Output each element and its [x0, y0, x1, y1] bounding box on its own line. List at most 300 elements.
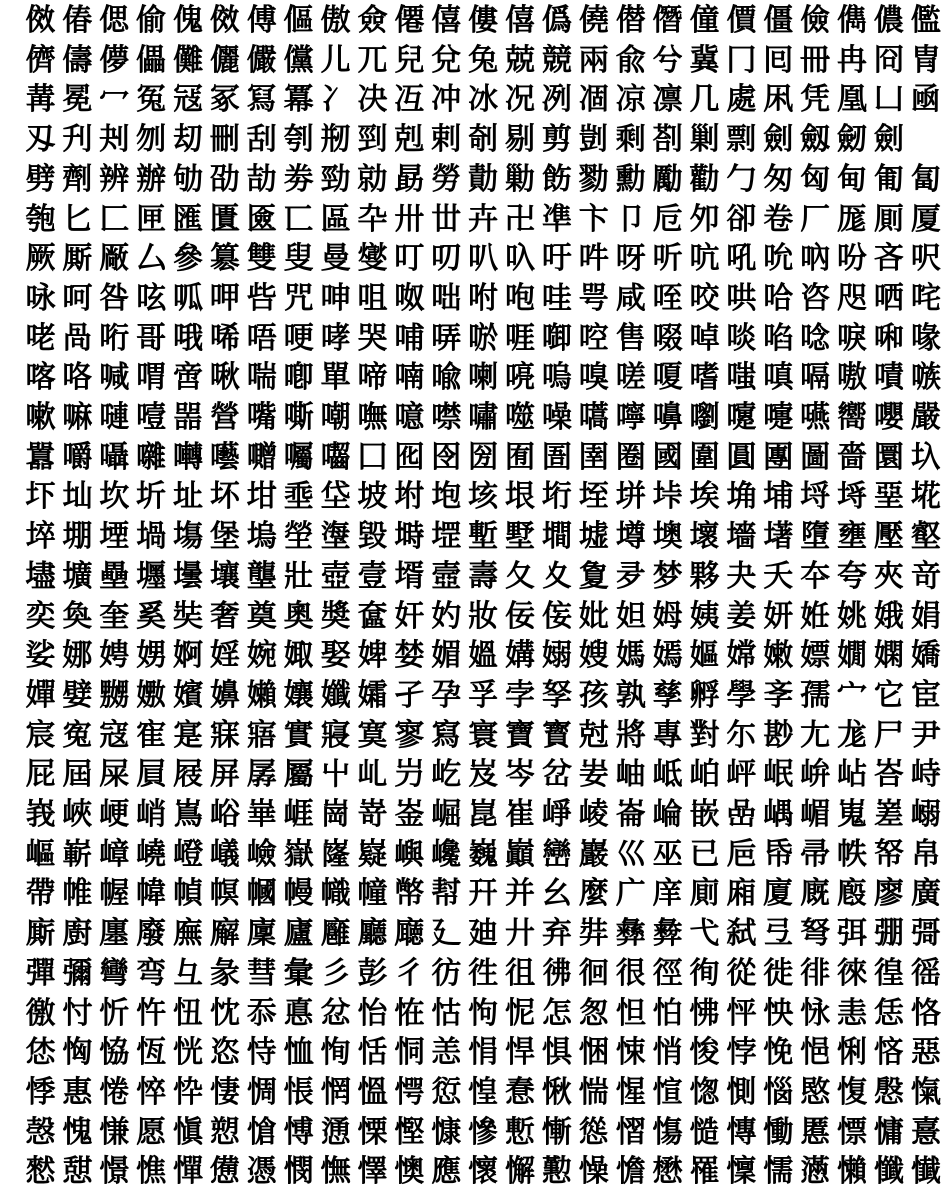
kanji-glyph: 圸 — [62, 479, 93, 515]
kanji-glyph: 儻 — [283, 42, 314, 78]
kanji-glyph: 埆 — [726, 479, 757, 515]
kanji-glyph: 廰 — [394, 916, 425, 952]
kanji-glyph: 徙 — [763, 955, 794, 991]
kanji-glyph: 嵳 — [873, 797, 904, 832]
kanji-glyph: 憔 — [136, 1154, 167, 1190]
kanji-glyph: 剄 — [357, 122, 388, 158]
kanji-glyph: 慇 — [873, 1074, 904, 1110]
kanji-glyph: 慵 — [873, 1114, 904, 1150]
kanji-glyph: 哦 — [173, 320, 203, 356]
kanji-glyph: 嫂 — [578, 638, 609, 674]
kanji-glyph: 几 — [689, 82, 720, 118]
kanji-glyph: 寢 — [320, 717, 351, 753]
kanji-glyph: 夭 — [763, 558, 794, 594]
kanji-glyph: 乢 — [357, 757, 388, 793]
kanji-glyph: 喀 — [25, 360, 56, 396]
kanji-glyph: 傲 — [320, 3, 351, 38]
kanji-glyph: 廬 — [283, 916, 314, 952]
kanji-glyph: 冲 — [431, 82, 462, 118]
kanji-glyph: 壞 — [689, 519, 720, 555]
kanji-glyph: 喩 — [431, 360, 462, 396]
kanji-glyph: 怱 — [578, 995, 609, 1031]
kanji-glyph: 叨 — [431, 241, 462, 277]
kanji-glyph: 愀 — [541, 1074, 572, 1110]
kanji-glyph: 噪 — [541, 400, 572, 435]
kanji-glyph: 幀 — [173, 876, 203, 912]
kanji-glyph: 劬 — [173, 161, 203, 197]
kanji-glyph: 哭 — [357, 320, 388, 356]
kanji-glyph: 噐 — [173, 400, 203, 435]
kanji-glyph: 悵 — [283, 1074, 314, 1110]
kanji-glyph: 嫺 — [837, 638, 868, 674]
kanji-glyph: 嫗 — [689, 638, 720, 674]
kanji-glyph: 墫 — [615, 519, 646, 555]
kanji-glyph: 壅 — [837, 519, 868, 555]
kanji-glyph: 嗽 — [25, 400, 56, 435]
kanji-glyph: 幎 — [209, 876, 240, 912]
kanji-glyph: 哈 — [763, 280, 794, 316]
kanji-glyph: 嶮 — [246, 836, 277, 872]
kanji-glyph: 忝 — [246, 995, 277, 1031]
kanji-glyph: 帋 — [763, 836, 794, 872]
kanji-glyph: 剴 — [578, 122, 609, 158]
kanji-glyph: 懴 — [910, 1154, 941, 1190]
kanji-glyph: 怕 — [652, 995, 683, 1031]
kanji-glyph: 惴 — [578, 1074, 609, 1110]
kanji-glyph: 劈 — [25, 161, 56, 197]
kanji-glyph: 凾 — [910, 82, 941, 118]
kanji-glyph: 儉 — [800, 3, 831, 38]
kanji-glyph: 冉 — [837, 42, 868, 78]
kanji-glyph: 咬 — [689, 280, 720, 316]
kanji-glyph: 墸 — [763, 519, 794, 555]
kanji-glyph: 彖 — [209, 955, 240, 991]
kanji-glyph: 宸 — [25, 717, 56, 753]
kanji-glyph: 嶝 — [173, 836, 203, 872]
kanji-glyph: 彌 — [62, 955, 93, 991]
kanji-glyph: 妝 — [468, 598, 499, 634]
kanji-glyph: 慓 — [837, 1114, 868, 1150]
kanji-glyph: 悚 — [615, 1035, 646, 1071]
kanji-glyph: 呶 — [394, 280, 425, 316]
kanji-glyph: 屬 — [283, 757, 314, 793]
kanji-glyph: 奸 — [394, 598, 425, 634]
kanji-glyph: 梦 — [652, 558, 683, 594]
kanji-glyph: 悽 — [209, 1074, 240, 1110]
kanji-glyph: 壗 — [25, 558, 56, 594]
kanji-glyph: 孑 — [394, 677, 425, 713]
kanji-glyph: 厂 — [800, 201, 831, 237]
kanji-glyph: 廴 — [431, 916, 462, 952]
kanji-glyph: 孚 — [468, 677, 499, 713]
kanji-glyph: 刎 — [136, 122, 167, 158]
kanji-glyph: 懆 — [578, 1154, 609, 1190]
kanji-glyph: 悄 — [652, 1035, 683, 1071]
kanji-glyph: 决 — [357, 82, 388, 118]
kanji-glyph: 僖 — [431, 3, 462, 38]
kanji-glyph: 埀 — [283, 479, 314, 515]
kanji-glyph: 冖 — [99, 82, 130, 118]
kanji-glyph: 嗜 — [689, 360, 720, 396]
kanji-glyph: 毀 — [357, 519, 388, 555]
glyph-row — [22, 82, 944, 118]
kanji-glyph: 吽 — [578, 241, 609, 277]
kanji-glyph: 偲 — [99, 3, 130, 38]
kanji-glyph: 惷 — [505, 1074, 536, 1110]
kanji-glyph: 刪 — [209, 122, 240, 158]
kanji-glyph: 徃 — [468, 955, 499, 991]
kanji-glyph: 凅 — [578, 82, 609, 118]
kanji-glyph: 忤 — [136, 995, 167, 1031]
kanji-glyph: 幔 — [283, 876, 314, 912]
kanji-glyph: 悃 — [578, 1035, 609, 1071]
kanji-glyph: 哢 — [431, 320, 462, 356]
kanji-glyph: 唔 — [246, 320, 277, 356]
kanji-glyph: 憚 — [173, 1154, 203, 1190]
kanji-glyph: 壤 — [209, 558, 240, 594]
kanji-glyph: 恁 — [873, 995, 904, 1031]
kanji-glyph: 偷 — [136, 3, 167, 38]
kanji-glyph: 廈 — [763, 876, 794, 912]
glyph-row — [22, 281, 944, 317]
kanji-glyph: 堡 — [209, 519, 240, 555]
kanji-glyph: 刮 — [246, 122, 277, 158]
kanji-glyph: 嬾 — [246, 677, 277, 713]
kanji-glyph: 廾 — [505, 916, 536, 952]
kanji-glyph: 嗔 — [763, 360, 794, 396]
kanji-glyph: 懺 — [873, 1154, 904, 1190]
kanji-glyph: 廡 — [173, 916, 203, 952]
kanji-glyph: 吁 — [541, 241, 572, 277]
kanji-glyph: 兌 — [431, 42, 462, 78]
kanji-glyph: 雙 — [246, 241, 277, 277]
kanji-glyph: 兮 — [652, 42, 683, 78]
kanji-glyph: 惘 — [320, 1074, 351, 1110]
kanji-glyph: 壹 — [357, 558, 388, 594]
kanji-glyph: 勞 — [431, 161, 462, 197]
kanji-glyph: 怫 — [689, 995, 720, 1031]
kanji-glyph: 弩 — [800, 916, 831, 952]
kanji-glyph: 慍 — [357, 1074, 388, 1110]
kanji-glyph: 彜 — [652, 916, 683, 952]
glyph-row — [22, 1115, 944, 1151]
kanji-glyph: 哘 — [99, 320, 130, 356]
kanji-glyph: 婉 — [246, 638, 277, 674]
kanji-glyph: 喙 — [910, 320, 941, 356]
kanji-glyph: 慟 — [763, 1114, 794, 1150]
kanji-glyph: 彭 — [357, 955, 388, 991]
kanji-glyph: 嚏 — [763, 400, 794, 435]
kanji-glyph: 憺 — [615, 1154, 646, 1190]
kanji-glyph: 僵 — [763, 3, 794, 38]
kanji-glyph: 夘 — [689, 201, 720, 237]
kanji-glyph: 帚 — [800, 836, 831, 872]
kanji-glyph: 恷 — [25, 1035, 56, 1071]
glyph-row — [22, 1075, 944, 1111]
kanji-glyph: 厥 — [25, 241, 56, 277]
kanji-glyph: 辨 — [99, 161, 130, 197]
kanji-glyph: 妁 — [431, 598, 462, 634]
glyph-row — [22, 638, 944, 674]
kanji-glyph: 嘸 — [357, 400, 388, 435]
kanji-glyph: 壽 — [468, 558, 499, 594]
kanji-glyph: 匱 — [209, 201, 240, 237]
kanji-glyph: 喃 — [394, 360, 425, 396]
kanji-glyph: 宦 — [910, 677, 941, 713]
kanji-glyph: 夂 — [505, 558, 536, 594]
kanji-glyph: 娟 — [910, 598, 941, 634]
kanji-glyph: 刧 — [173, 122, 203, 158]
kanji-glyph: 廩 — [246, 916, 277, 952]
kanji-glyph: 娜 — [62, 638, 93, 674]
kanji-glyph: 嶌 — [173, 797, 203, 832]
kanji-glyph: 囘 — [763, 42, 794, 78]
kanji-glyph: 剞 — [468, 122, 499, 158]
glyph-row — [22, 202, 944, 238]
kanji-glyph: 悁 — [468, 1035, 499, 1071]
kanji-glyph: 佞 — [505, 598, 536, 634]
kanji-glyph: 噫 — [394, 400, 425, 435]
kanji-glyph: 恬 — [357, 1035, 388, 1071]
glyph-row — [22, 837, 944, 873]
kanji-glyph: 崋 — [246, 797, 277, 832]
glyph-row — [22, 916, 944, 952]
kanji-glyph: 勗 — [394, 161, 425, 197]
kanji-glyph: 彗 — [246, 955, 277, 991]
kanji-glyph: 叟 — [283, 241, 314, 277]
kanji-glyph: 嵋 — [800, 797, 831, 832]
kanji-glyph: 寞 — [357, 717, 388, 753]
kanji-glyph: 剿 — [689, 122, 720, 158]
glyph-row — [22, 996, 944, 1032]
kanji-glyph: 崘 — [652, 797, 683, 832]
kanji-glyph: 孕 — [431, 677, 462, 713]
glyph-row — [22, 876, 944, 912]
kanji-glyph: 岻 — [652, 757, 683, 793]
kanji-glyph: 娚 — [136, 638, 167, 674]
kanji-glyph: 岷 — [763, 757, 794, 793]
kanji-glyph: 愴 — [246, 1114, 277, 1150]
kanji-glyph: 凛 — [652, 82, 683, 118]
kanji-glyph: 廢 — [136, 916, 167, 952]
kanji-glyph: 怺 — [800, 995, 831, 1031]
kanji-glyph: 唸 — [800, 320, 831, 356]
kanji-glyph: 劵 — [283, 161, 314, 197]
kanji-glyph: 寤 — [246, 717, 277, 753]
kanji-glyph: 恂 — [320, 1035, 351, 1071]
kanji-glyph: 姨 — [689, 598, 720, 634]
kanji-glyph: 啣 — [541, 320, 572, 356]
kanji-glyph: 咼 — [62, 320, 93, 356]
kanji-glyph: 彡 — [320, 955, 351, 991]
kanji-glyph: 广 — [615, 876, 646, 912]
kanji-glyph: 况 — [505, 82, 536, 118]
kanji-glyph: 嗅 — [578, 360, 609, 396]
kanji-glyph: 奕 — [25, 598, 56, 634]
kanji-glyph: 咸 — [615, 280, 646, 316]
glyph-row — [22, 599, 944, 635]
kanji-glyph: 嵜 — [357, 797, 388, 832]
kanji-glyph: 婪 — [394, 638, 425, 674]
kanji-glyph: 惱 — [763, 1074, 794, 1110]
kanji-glyph: 垓 — [468, 479, 499, 515]
kanji-glyph: 叭 — [468, 241, 499, 277]
kanji-glyph: 垰 — [652, 479, 683, 515]
kanji-glyph: 恣 — [209, 1035, 240, 1071]
kanji-glyph: 彙 — [283, 955, 314, 991]
kanji-glyph: 壻 — [394, 558, 425, 594]
kanji-glyph: 塒 — [394, 519, 425, 555]
kanji-glyph: 嬌 — [910, 638, 941, 674]
kanji-glyph: 悴 — [136, 1074, 167, 1110]
kanji-glyph: 幃 — [136, 876, 167, 912]
kanji-glyph: 憬 — [99, 1154, 130, 1190]
kanji-glyph: 剳 — [652, 122, 683, 158]
kanji-glyph: 悛 — [689, 1035, 720, 1071]
kanji-glyph: 冕 — [62, 82, 93, 118]
kanji-glyph: 咾 — [25, 320, 56, 356]
kanji-glyph: 呷 — [209, 280, 240, 316]
kanji-glyph: 寐 — [209, 717, 240, 753]
kanji-glyph: 崔 — [505, 797, 536, 832]
kanji-glyph: 國 — [652, 439, 683, 475]
kanji-glyph: 嗟 — [615, 360, 646, 396]
kanji-glyph: 匳 — [246, 201, 277, 237]
kanji-glyph: 媼 — [468, 638, 499, 674]
kanji-glyph: 忖 — [62, 995, 93, 1031]
kanji-glyph: 傴 — [283, 3, 314, 38]
kanji-glyph: 圉 — [578, 439, 609, 475]
kanji-glyph: 劭 — [209, 161, 240, 197]
kanji-glyph: 啝 — [873, 320, 904, 356]
kanji-glyph: 劍 — [763, 122, 794, 158]
kanji-glyph: 儁 — [837, 3, 868, 38]
kanji-glyph: 峽 — [62, 797, 93, 832]
kanji-glyph: 嗤 — [726, 360, 757, 396]
kanji-glyph: 僂 — [468, 3, 499, 38]
kanji-glyph: 帑 — [873, 836, 904, 872]
kanji-glyph: 娑 — [25, 638, 56, 674]
kanji-glyph: 憖 — [25, 1154, 56, 1190]
kanji-glyph: 徭 — [910, 955, 941, 991]
kanji-glyph: 圓 — [726, 439, 757, 475]
kanji-glyph: 卍 — [505, 201, 536, 237]
kanji-glyph: 慊 — [99, 1114, 130, 1150]
kanji-glyph: 悋 — [873, 1035, 904, 1071]
kanji-glyph: 懣 — [800, 1154, 831, 1190]
kanji-glyph: 喞 — [283, 360, 314, 396]
kanji-glyph: 呻 — [320, 280, 351, 316]
kanji-glyph: 垳 — [541, 479, 572, 515]
kanji-glyph: 儿 — [320, 42, 351, 78]
kanji-glyph: 剩 — [615, 122, 646, 158]
kanji-glyph: 奬 — [320, 598, 351, 634]
kanji-glyph: 恙 — [431, 1035, 462, 1071]
kanji-glyph: 彁 — [910, 916, 941, 952]
kanji-glyph: 僞 — [541, 3, 572, 38]
kanji-glyph: 冱 — [394, 82, 425, 118]
kanji-glyph: 喟 — [136, 360, 167, 396]
kanji-glyph: 惆 — [246, 1074, 277, 1110]
kanji-glyph: 僉 — [357, 3, 388, 38]
kanji-glyph: 悧 — [837, 1035, 868, 1071]
kanji-glyph: 恟 — [62, 1035, 93, 1071]
kanji-glyph: 夸 — [837, 558, 868, 594]
glyph-row — [22, 956, 944, 992]
kanji-glyph: 彷 — [431, 955, 462, 991]
kanji-glyph: 嶽 — [283, 836, 314, 872]
kanji-glyph: 妛 — [578, 757, 609, 793]
kanji-glyph: 壺 — [320, 558, 351, 594]
kanji-glyph: 懦 — [763, 1154, 794, 1190]
kanji-glyph: 塹 — [468, 519, 499, 555]
kanji-glyph: 埔 — [763, 479, 794, 515]
kanji-glyph: 崗 — [320, 797, 351, 832]
kanji-glyph: 罹 — [689, 1154, 720, 1190]
kanji-glyph: 恃 — [246, 1035, 277, 1071]
kanji-glyph: 嘴 — [246, 400, 277, 435]
kanji-glyph: 勳 — [615, 161, 646, 197]
kanji-glyph: 愧 — [62, 1114, 93, 1150]
kanji-glyph: 彳 — [394, 955, 425, 991]
kanji-glyph: 愽 — [283, 1114, 314, 1150]
kanji-glyph: 僥 — [578, 3, 609, 38]
kanji-glyph: 奢 — [209, 598, 240, 634]
kanji-glyph: 愬 — [209, 1114, 240, 1150]
kanji-glyph: 崙 — [615, 797, 646, 832]
kanji-glyph: 恚 — [837, 995, 868, 1031]
kanji-glyph: 峅 — [800, 757, 831, 793]
kanji-glyph: 刋 — [62, 122, 93, 158]
kanji-glyph: 屎 — [99, 757, 130, 793]
kanji-glyph: 廖 — [873, 876, 904, 912]
kanji-glyph: 卅 — [394, 201, 425, 237]
glyph-row — [22, 678, 944, 714]
kanji-glyph: 墮 — [800, 519, 831, 555]
kanji-glyph: 峺 — [99, 797, 130, 832]
kanji-glyph: 嚀 — [615, 400, 646, 435]
kanji-glyph: 囃 — [136, 439, 167, 475]
kanji-glyph: 塰 — [320, 519, 351, 555]
kanji-glyph: 夊 — [541, 558, 572, 594]
kanji-glyph: 慷 — [431, 1114, 462, 1150]
kanji-glyph: 哺 — [394, 320, 425, 356]
kanji-glyph: 怡 — [357, 995, 388, 1031]
kanji-glyph: 夥 — [689, 558, 720, 594]
kanji-glyph: 傚 — [209, 3, 240, 38]
kanji-glyph: 凉 — [615, 82, 646, 118]
kanji-glyph: 巵 — [726, 836, 757, 872]
kanji-glyph: 吮 — [763, 241, 794, 277]
kanji-glyph: 儖 — [910, 3, 941, 38]
kanji-glyph: 孛 — [505, 677, 536, 713]
kanji-glyph: 堋 — [62, 519, 93, 555]
kanji-glyph: 實 — [283, 717, 314, 753]
kanji-glyph: 圷 — [25, 479, 56, 515]
kanji-glyph: 竒 — [910, 558, 941, 594]
kanji-glyph: 冏 — [873, 42, 904, 78]
kanji-glyph: 慘 — [468, 1114, 499, 1150]
kanji-glyph: 儼 — [246, 42, 277, 78]
kanji-glyph: 徂 — [505, 955, 536, 991]
kanji-glyph: 愃 — [652, 1074, 683, 1110]
kanji-glyph: 哂 — [873, 280, 904, 316]
kanji-glyph: 噤 — [431, 400, 462, 435]
kanji-glyph: 兔 — [468, 42, 499, 78]
kanji-glyph: 尅 — [578, 717, 609, 753]
kanji-glyph: 壑 — [910, 519, 941, 555]
kanji-glyph: 怏 — [763, 995, 794, 1031]
